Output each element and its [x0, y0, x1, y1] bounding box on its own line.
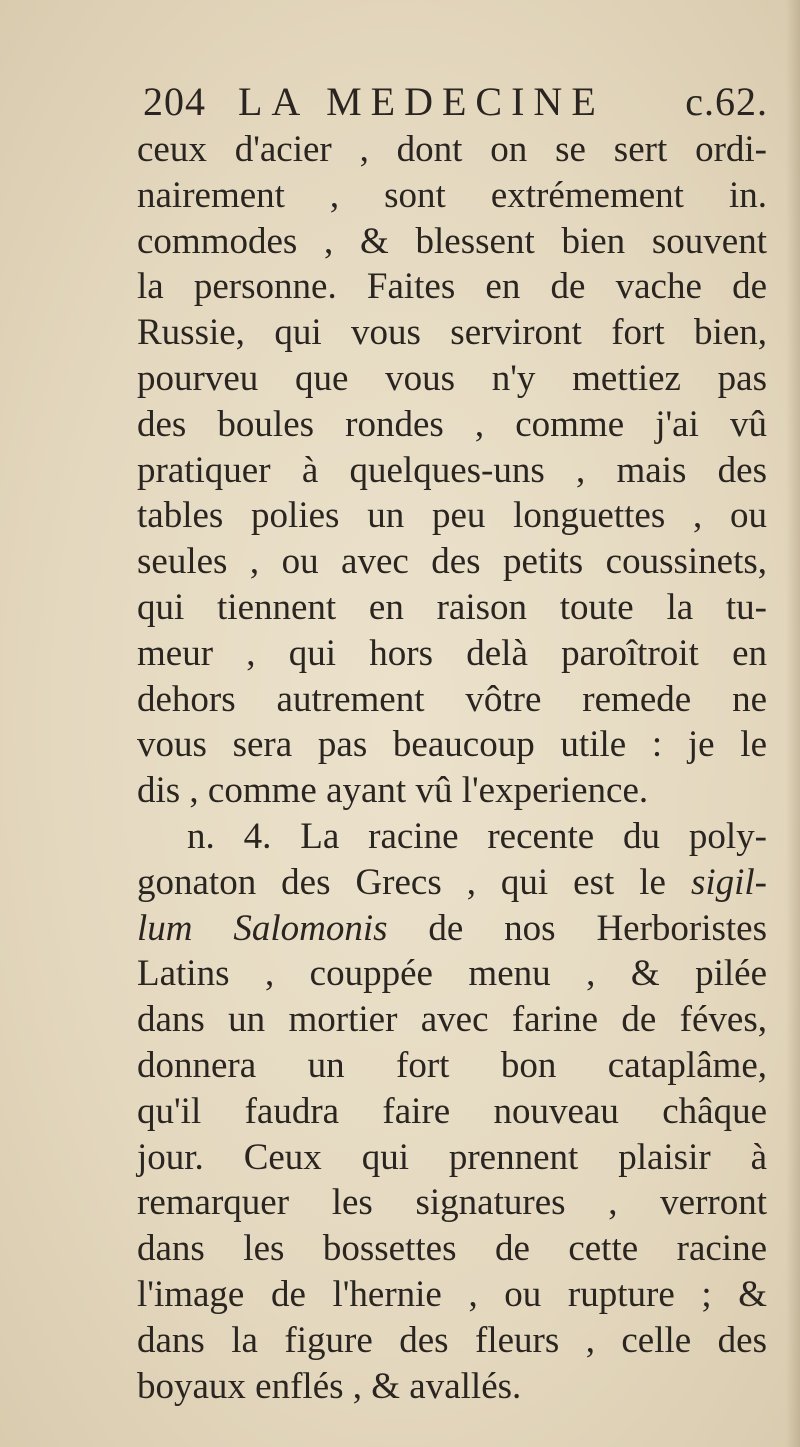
- text-line: dans la figure des fleurs , celle des: [137, 1319, 767, 1361]
- text-line: jour. Ceux qui prennent plaisir à: [137, 1136, 767, 1178]
- text-line: pourveu que vous n'y mettiez pas: [137, 357, 767, 399]
- text-line: l'image de l'hernie , ou rupture ; &: [137, 1273, 767, 1315]
- text-line: ceux d'acier , dont on se sert ordi-: [137, 129, 767, 170]
- text-line: n. 4. La racine recente du poly-: [187, 815, 767, 857]
- text-line: remarquer les signatures , verront: [137, 1182, 767, 1224]
- text-line: vous sera pas beaucoup utile : je le: [137, 724, 767, 766]
- page-edge-shadow: [786, 0, 800, 1447]
- book-title: LA MEDECINE: [238, 79, 605, 124]
- italic-term: sigil-: [690, 861, 767, 903]
- text-line: dans un mortier avec farine de féves,: [137, 999, 767, 1041]
- text-line: Latins , couppée menu , & pilée: [137, 953, 767, 995]
- text-line: Russie, qui vous serviront fort bien,: [137, 312, 767, 354]
- text-line-with-italic: [137, 906, 767, 952]
- text-line-with-italic: [137, 860, 767, 906]
- text-line: des boules rondes , comme j'ai vû: [137, 403, 767, 445]
- text-line: meur , qui hors delà paroîtroit en: [137, 632, 767, 674]
- text-line: nairement , sont extrémement in.: [137, 174, 767, 216]
- text-line: donnera un fort bon cataplâme,: [137, 1044, 767, 1086]
- text-segment: de nos Herboristes: [428, 907, 768, 949]
- text-line: dis , comme ayant vû l'experience.: [137, 770, 649, 812]
- text-line: qu'il faudra faire nouveau châque: [137, 1090, 767, 1132]
- text-segment: gonaton des Grecs , qui est le: [137, 861, 666, 903]
- text-line: boyaux enflés , & avallés.: [137, 1365, 522, 1407]
- text-line: la personne. Faites en de vache de: [137, 266, 767, 308]
- text-line: pratiquer à quelques-uns , mais des: [137, 449, 767, 491]
- body-text: [137, 127, 767, 1409]
- text-line: qui tiennent en raison toute la tu-: [137, 586, 767, 628]
- chapter-reference: c.62.: [685, 79, 768, 124]
- text-line: dehors autrement vôtre remede ne: [137, 678, 767, 720]
- running-head: [143, 78, 768, 128]
- text-line: commodes , & blessent bien souvent: [137, 220, 767, 262]
- italic-term: lum Salomonis: [137, 907, 388, 949]
- text-line: seules , ou avec des petits coussinets,: [137, 541, 767, 583]
- text-line: dans les bossettes de cette racine: [137, 1228, 767, 1270]
- page-number: 204: [143, 79, 206, 124]
- text-line: tables polies un peu longuettes , ou: [137, 495, 767, 537]
